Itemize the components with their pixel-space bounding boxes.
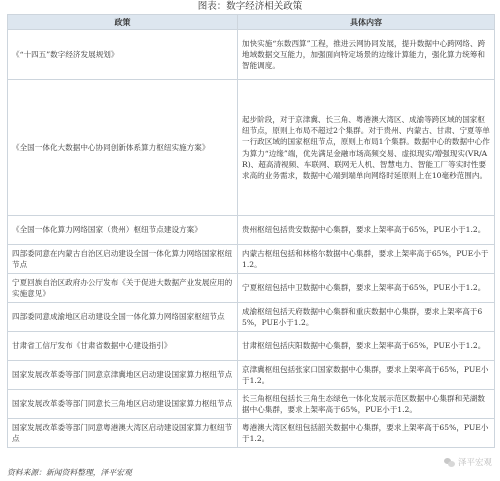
table-row (8, 361, 495, 390)
policy-cell: 《全国一体化算力网络国家（贵州）枢纽节点建设方案》 (8, 216, 238, 245)
content-cell: 粤港澳大湾区枢纽包括韶关数据中心集群，要求上架率高于65%，PUE小于1.2。 (238, 419, 495, 448)
table-row (8, 274, 495, 303)
content-cell: 京津冀枢纽包括张家口国家数据中心集群，要求上架率高于65%，PUE小于1.2。 (238, 361, 495, 390)
wechat-icon (444, 457, 455, 467)
table-row (8, 216, 495, 245)
policy-cell: 甘肃省工信厅发布《甘肃省数据中心建设指引》 (8, 332, 238, 361)
content-cell: 起步阶段，对于京津冀、长三角、粤港澳大湾区、成渝等跨区域的国家枢纽节点，原则上布局不超过2个集群。对于贵州、内蒙古、甘肃、宁夏等单一行政区域的国家枢纽节点，原则上布局1个集群。数据中心的数据中心作为算力“边缘”端，优先满足金融市场高频交易、虚拟现实/增强现实(VR/AR)、超高清视频、车联网、联网无人机、智慧电力、智能工厂等实时性要求高的业务需求，数据中心端到端单向网络时延原则上在10毫秒范围内。 (238, 80, 495, 216)
content-cell: 加快实施“东数西算”工程，推进云网协同发展，提升数据中心跨网络、跨地域数据交互能力，加强面向特定场景的边缘计算能力，强化算力统筹和智能调度。 (238, 30, 495, 80)
source-note: 资料来源：新闻资料整理，泽平宏观 (7, 468, 132, 477)
policy-cell: 国家发展改革委等部门同意长三角地区启动建设国家算力枢纽节点 (8, 390, 238, 419)
table-row (8, 390, 495, 419)
header-policy: 政策 (8, 15, 238, 30)
policy-cell: 《全国一体化大数据中心协同创新体系算力枢纽实施方案》 (8, 80, 238, 216)
watermark (444, 455, 492, 469)
table-row (8, 80, 495, 216)
policy-cell: 四部委同意成渝地区启动建设全国一体化算力网络国家枢纽节点 (8, 303, 238, 332)
header-content: 具体内容 (238, 15, 495, 30)
content-cell: 内蒙古枢纽包括和林格尔数据中心集群，要求上架率高于65%，PUE小于1.2。 (238, 245, 495, 274)
policy-cell: 四部委同意在内蒙古自治区启动建设全国一体化算力网络国家枢纽节点 (8, 245, 238, 274)
policy-cell: 《“十四五”数字经济发展规划》 (8, 30, 238, 80)
table-row (8, 419, 495, 448)
policy-cell: 国家发展改革委等部门同意京津冀地区启动建设国家算力枢纽节点 (8, 361, 238, 390)
table-row (8, 30, 495, 80)
policy-cell: 宁夏回族自治区政府办公厅发布《关于促进大数据产业发展应用的实施意见》 (8, 274, 238, 303)
figure-title: 图表：数字经济相关政策 (197, 1, 303, 12)
table-header-row (8, 15, 495, 30)
table-row (8, 332, 495, 361)
content-cell: 成渝枢纽包括天府数据中心集群和重庆数据中心集群，要求上架率高于65%，PUE小于1.2。 (238, 303, 495, 332)
table-row (8, 303, 495, 332)
watermark-text: 泽平宏观 (457, 458, 492, 468)
content-cell: 贵州枢纽包括贵安数据中心集群，要求上架率高于65%，PUE小于1.2。 (238, 216, 495, 245)
policy-table (7, 14, 495, 448)
content-cell: 甘肃枢纽包括庆阳数据中心集群，要求上架率高于65%，PUE小于1.2。 (238, 332, 495, 361)
table-row (8, 245, 495, 274)
content-cell: 长三角枢纽包括长三角生态绿色一体化发展示范区数据中心集群和芜湖数据中心集群，要求上架率高于65%，PUE小于1.2。 (238, 390, 495, 419)
content-cell: 宁夏枢纽包括中卫数据中心集群，要求上架率高于65%，PUE小于1.2。 (238, 274, 495, 303)
policy-cell: 国家发展改革委等部门同意粤港澳大湾区启动建设国家算力枢纽节点 (8, 419, 238, 448)
